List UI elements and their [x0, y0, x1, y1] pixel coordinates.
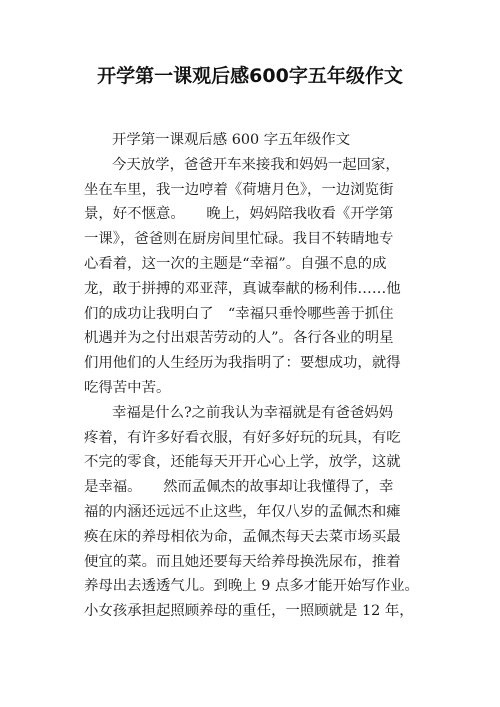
- document-title: 开学第一课观后感600字五年级作文: [97, 65, 403, 87]
- text-line: 幸福是什么?之前我认为幸福就是有爸爸妈妈: [112, 404, 394, 421]
- text-line: 机遇并为之付出艰苦劳动的人”。各行各业的明星: [84, 330, 394, 347]
- text-line: 养母出去透透气儿。到晚上 9 点多才能开始写作业。: [84, 578, 419, 595]
- text-line: 景，好不惬意。 晚上，妈妈陪我收看《开学第: [84, 206, 394, 223]
- text-line: 不完的零食，还能每天开开心心上学，放学，这就: [84, 454, 401, 471]
- text-line: 是幸福。 然而孟佩杰的故事却让我懂得了，幸: [84, 479, 394, 496]
- text-line: 疼着，有许多好看衣服，有好多好玩的玩具，有吃: [84, 429, 401, 446]
- text-line: 开学第一课观后感 600 字五年级作文: [112, 132, 351, 148]
- text-line: 们的成功让我明白了 “幸福只垂怜哪些善于抓住: [84, 305, 394, 322]
- text-line: 一课》，爸爸则在厨房间里忙碌。我目不转睛地专: [84, 231, 394, 248]
- text-line: 小女孩承担起照顾养母的重任，一照顾就是 12 年，: [84, 603, 414, 620]
- text-line: 坐在车里，我一边哼着《荷塘月色》，一边浏览街: [84, 181, 394, 198]
- text-line: 吃得苦中苦。: [84, 379, 171, 396]
- text-line: 龙，敢于拼搏的邓亚萍，真诚奉献的杨利伟……他: [84, 280, 401, 297]
- text-line: 心看着，这一次的主题是“幸福”。自强不息的成: [84, 255, 387, 272]
- text-line: 今天放学，爸爸开车来接我和妈妈一起回家，: [112, 156, 400, 173]
- text-line: 福的内涵还远远不止这些，年仅八岁的孟佩杰和瘫: [84, 503, 401, 520]
- text-line: 们用他们的人生经历为我指明了：要想成功，就得: [84, 355, 401, 372]
- text-line: 便宜的菜。而且她还要每天给养母换洗尿布，推着: [84, 553, 401, 570]
- text-line: 痪在床的养母相依为命，孟佩杰每天去菜市场买最: [84, 528, 401, 545]
- document-body: [84, 128, 444, 624]
